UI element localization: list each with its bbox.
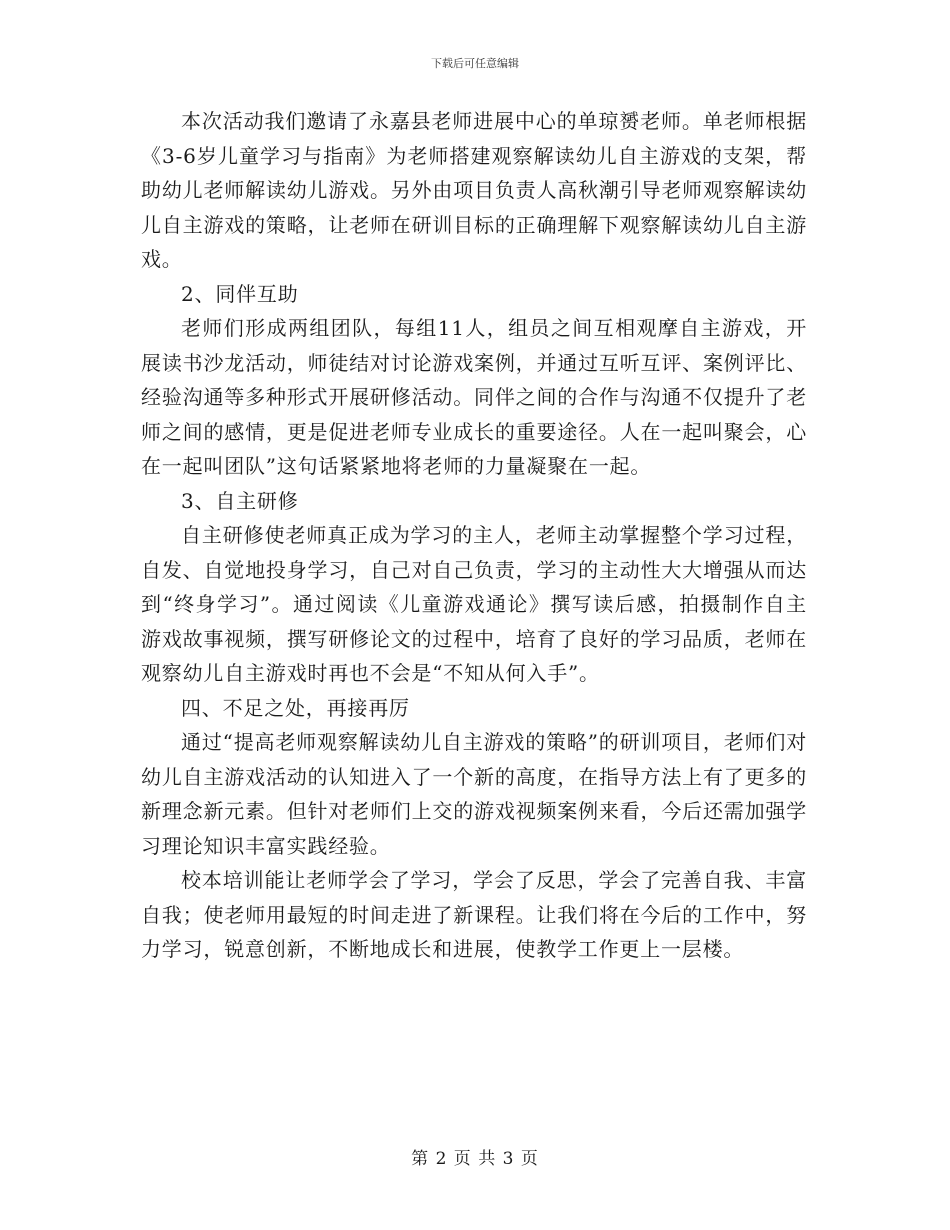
page-number: 第 2 页 共 3 页 [411,1149,539,1169]
page-header: 下载后可任意编辑 [431,57,519,70]
paragraph-invited-expert: 本次活动我们邀请了永嘉县老师进展中心的单琼赟老师。单老师根据《3-6岁儿童学习与指南》为老师搭建观察解读幼儿自主游戏的支架，帮助幼儿老师解读幼儿游戏。另外由项目负责人高秋潮引导老师观察解读幼儿自主游戏的策略，让老师在研训目标的正确理解下观察解读幼儿自主游戏。 [141,109,807,271]
paragraph-conclusion: 校本培训能让老师学会了学习，学会了反思，学会了完善自我、丰富自我；使老师用最短的时间走进了新课程。让我们将在今后的工作中，努力学习，锐意创新，不断地成长和进展，使教学工作更上一层楼。 [141,868,807,961]
document-body [141,104,807,967]
section-heading-shortcomings: 四、不足之处，再接再厉 [181,695,410,720]
section-heading-peer-support: 2、同伴互助 [181,281,299,306]
paragraph-shortcomings: 通过“提高老师观察解读幼儿自主游戏的策略”的研训项目，老师们对幼儿自主游戏活动的认知进入了一个新的高度，在指导方法上有了更多的新理念新元素。但针对老师们上交的游戏视频案例来看，今后还需加强学习理论知识丰富实践经验。 [141,730,807,858]
paragraph-self-study: 自主研修使老师真正成为学习的主人，老师主动掌握整个学习过程，自发、自觉地投身学习，自己对自己负责，学习的主动性大大增强从而达到“终身学习”。通过阅读《儿童游戏通论》撰写读后感，拍摄制作自主游戏故事视频，撰写研修论文的过程中，培育了良好的学习品质，老师在观察幼儿自主游戏时再也不会是“不知从何入手”。 [141,523,807,685]
paragraph-peer-support: 老师们形成两组团队，每组11人，组员之间互相观摩自主游戏，开展读书沙龙活动，师徒结对讨论游戏案例，并通过互听互评、案例评比、经验沟通等多种形式开展研修活动。同伴之间的合作与沟通不仅提升了老师之间的感情，更是促进老师专业成长的重要途径。人在一起叫聚会，心在一起叫团队”这句话紧紧地将老师的力量凝聚在一起。 [141,316,807,478]
section-heading-self-study: 3、自主研修 [181,488,299,513]
